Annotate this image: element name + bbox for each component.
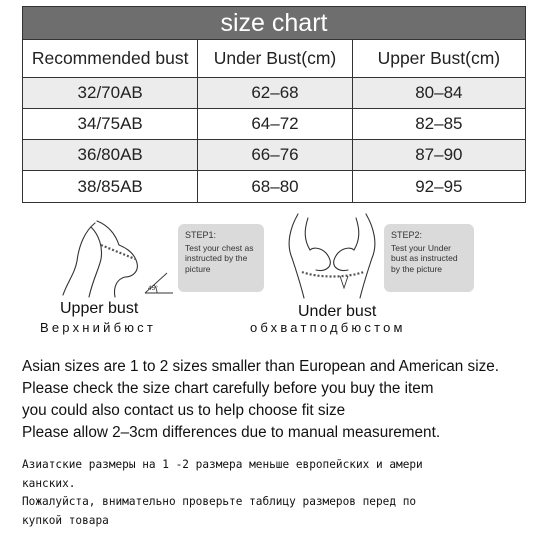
- table-cell: 32/70AB: [23, 78, 198, 108]
- step2-box: [384, 224, 474, 292]
- upper-bust-caption: Upper bust: [60, 300, 139, 317]
- header-upper-bust: Upper Bust(cm): [377, 48, 501, 68]
- note-line: Please allow 2–3cm differences due to manual measurement.: [22, 424, 441, 441]
- note-line-ru: канских.: [22, 476, 76, 490]
- table-cell: 62–68: [198, 78, 352, 108]
- english-notes: [22, 356, 542, 444]
- size-chart-table: [22, 6, 526, 203]
- step1-title: STEP1:: [185, 230, 217, 240]
- table-cell: 68–80: [198, 171, 352, 202]
- upper-bust-illustration: [55, 215, 180, 300]
- under-bust-caption-ru: обхватподбюстом: [250, 320, 406, 335]
- under-bust-caption: Under bust: [298, 303, 377, 320]
- step2-title: STEP2:: [391, 230, 423, 240]
- table-cell: 34/75AB: [23, 109, 198, 139]
- upper-bust-caption-ru: Верхнийбюст: [40, 320, 157, 335]
- table-cell: 87–90: [415, 145, 463, 164]
- table-row: [23, 109, 525, 140]
- note-line: Please check the size chart carefully before you buy the item: [22, 380, 434, 397]
- angle-label: 45°: [148, 285, 158, 292]
- table-cell: 36/80AB: [23, 140, 198, 170]
- table-row: [23, 78, 525, 109]
- header-recommended-bust: Recommended bust: [23, 40, 198, 77]
- note-line: you could also contact us to help choose fit size: [22, 402, 346, 419]
- step2-text: Test your Under bust as instructed by the picture: [391, 242, 458, 274]
- table-cell: 66–76: [198, 140, 352, 170]
- russian-notes: [22, 456, 542, 530]
- note-line: Asian sizes are 1 to 2 sizes smaller than European and American size.: [22, 358, 499, 375]
- table-row: [23, 171, 525, 202]
- under-bust-illustration: [278, 210, 388, 300]
- table-cell: 92–95: [415, 176, 463, 196]
- table-cell: 80–84: [415, 83, 463, 102]
- step1-text: Test your chest as instructed by the picture: [185, 242, 254, 274]
- note-line-ru: купкой товара: [22, 513, 109, 527]
- step1-box: [178, 224, 264, 292]
- table-cell: 82–85: [415, 114, 463, 133]
- table-cell: 38/85AB: [23, 171, 198, 202]
- header-under-bust: Under Bust(cm): [198, 40, 352, 77]
- note-line-ru: Пожалуйста, внимательно проверьте таблицу размеров перед по: [22, 495, 417, 508]
- table-row: [23, 140, 525, 171]
- table-cell: 64–72: [198, 109, 352, 139]
- note-line-ru: Азиатские размеры на 1 -2 размера меньше европейских и амери: [22, 458, 423, 471]
- table-header-row: [23, 40, 525, 78]
- size-chart-title: size chart: [23, 7, 525, 40]
